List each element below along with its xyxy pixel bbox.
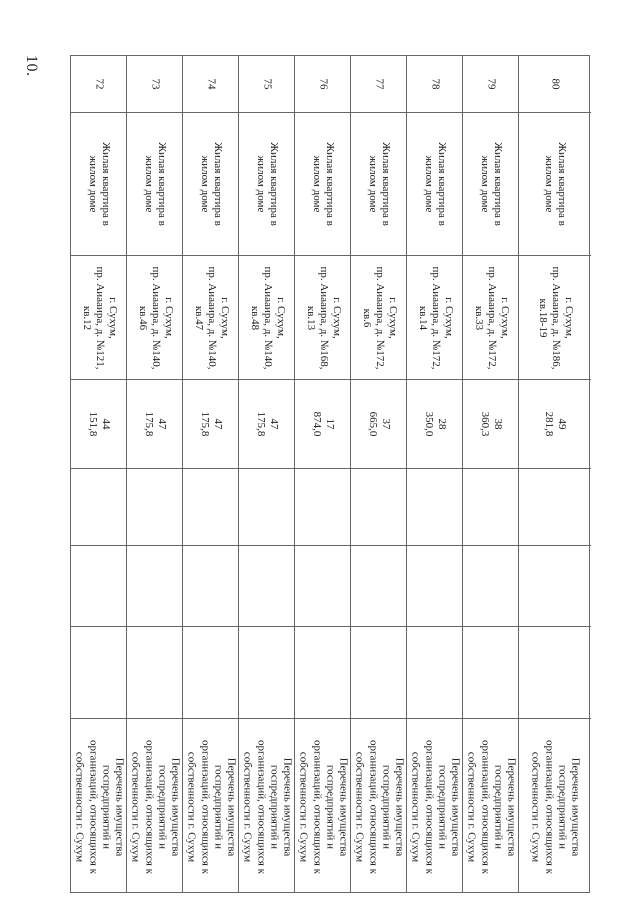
type-cell [127,113,182,256]
blank-cell-1 [519,469,591,546]
blank-cell-3 [71,627,126,719]
blank-cell-2 [71,546,126,627]
blank-cell-1 [351,469,406,546]
object-value: 28 350,0 [422,411,448,437]
page-number: 10. [23,55,40,77]
row-number: 78 [429,78,442,90]
object-address: г. Сухум, пр. Аиааира, д. №172, кв.33 [471,265,511,370]
type-cell [295,113,350,256]
row-number: 80 [549,78,562,90]
row-number: 75 [261,78,274,90]
object-value: 38 360,3 [478,411,504,437]
property-table [70,55,590,893]
object-address: г. Сухум, пр. Аиааира, д. №186, кв.18-19 [536,265,575,370]
type-cell [463,113,518,256]
property-list-text: Перечень имущества госпредприятий и организаций, относящихся к собственности г. Сухум [297,739,349,874]
object-type: Жилая квартира в жилом доме [310,142,336,226]
blank-cell-1 [407,469,462,546]
object-type: Жилая квартира в жилом доме [198,142,224,226]
blank-cell-1 [239,469,294,546]
row-number-cell [463,56,518,113]
blank-cell-2 [239,546,294,627]
object-address: г. Сухум, пр. Аиааира, д. №172, кв.14 [415,265,455,370]
list-cell [463,719,518,894]
blank-cell-1 [463,469,518,546]
address-cell [407,256,462,380]
table-row-80 [519,56,591,892]
address-cell [519,256,591,380]
blank-cell-2 [183,546,238,627]
table-row-76 [295,56,351,892]
address-cell [295,256,350,380]
row-number-cell [519,56,591,113]
table-row-78 [407,56,463,892]
property-list-text: Перечень имущества госпредприятий и организаций, относящихся к собственности г. Сухум [409,739,461,874]
blank-cell-2 [519,546,591,627]
row-number-cell [295,56,350,113]
blank-cell-2 [351,546,406,627]
property-list-text: Перечень имущества госпредприятий и организаций, относящихся к собственности г. Сухум [129,739,181,874]
type-cell [519,113,591,256]
value-cell [239,380,294,469]
address-cell [183,256,238,380]
object-value: 49 281,8 [543,411,569,437]
object-value: 17 874,0 [310,411,336,437]
table-row-77 [351,56,407,892]
blank-cell-2 [463,546,518,627]
row-number-cell [351,56,406,113]
table-row-75 [239,56,295,892]
object-type: Жилая квартира в жилом доме [478,142,504,226]
blank-cell-3 [183,627,238,719]
value-cell [519,380,591,469]
property-list-text: Перечень имущества госпредприятий и организаций, относящихся к собственности г. Сухум [529,739,582,874]
row-number-cell [183,56,238,113]
table-row-79 [463,56,519,892]
blank-cell-2 [407,546,462,627]
type-cell [239,113,294,256]
row-number-cell [407,56,462,113]
row-number-cell [239,56,294,113]
object-address: г. Сухум, пр. Аиааира, д. №168, кв.13 [303,265,343,370]
property-list-text: Перечень имущества госпредприятий и организаций, относящихся к собственности г. Сухум [465,739,517,874]
object-type: Жилая квартира в жилом доме [422,142,448,226]
object-address: г. Сухум, пр. Аиааира, д. №172, кв.6 [359,265,399,370]
type-cell [183,113,238,256]
list-cell [351,719,406,894]
blank-cell-3 [295,627,350,719]
row-number-cell [71,56,126,113]
object-type: Жилая квартира в жилом доме [254,142,280,226]
object-value: 44 151,8 [86,411,112,437]
address-cell [127,256,182,380]
blank-cell-3 [127,627,182,719]
list-cell [239,719,294,894]
table-row-73 [127,56,183,892]
blank-cell-3 [407,627,462,719]
blank-cell-2 [127,546,182,627]
blank-cell-1 [295,469,350,546]
value-cell [407,380,462,469]
value-cell [71,380,126,469]
blank-cell-2 [295,546,350,627]
object-type: Жилая квартира в жилом доме [543,142,569,226]
row-number: 73 [149,78,162,90]
table-row-74 [183,56,239,892]
property-list-text: Перечень имущества госпредприятий и организаций, относящихся к собственности г. Сухум [353,739,405,874]
object-address: г. Сухум, пр. Аиааира, д. №140, кв.48 [247,265,287,370]
row-number: 72 [93,78,106,90]
type-cell [71,113,126,256]
address-cell [71,256,126,380]
object-type: Жилая квартира в жилом доме [142,142,168,226]
type-cell [407,113,462,256]
value-cell [463,380,518,469]
blank-cell-1 [183,469,238,546]
list-cell [407,719,462,894]
object-address: г. Сухум, пр. Аиааира, д. №140, кв.46 [135,265,175,370]
blank-cell-3 [519,627,591,719]
object-type: Жилая квартира в жилом доме [86,142,112,226]
object-value: 37 665,0 [366,411,392,437]
list-cell [71,719,126,894]
blank-cell-1 [71,469,126,546]
property-list-text: Перечень имущества госпредприятий и организаций, относящихся к собственности г. Сухум [185,739,237,874]
address-cell [351,256,406,380]
value-cell [295,380,350,469]
object-value: 47 175,8 [142,411,168,437]
type-cell [351,113,406,256]
value-cell [351,380,406,469]
row-number: 77 [373,78,386,90]
list-cell [519,719,591,894]
value-cell [183,380,238,469]
list-cell [295,719,350,894]
list-cell [183,719,238,894]
blank-cell-1 [127,469,182,546]
row-number-cell [127,56,182,113]
object-value: 47 175,8 [254,411,280,437]
table-row-72 [71,56,127,892]
object-type: Жилая квартира в жилом доме [366,142,392,226]
list-cell [127,719,182,894]
object-value: 47 175,8 [198,411,224,437]
address-cell [239,256,294,380]
blank-cell-3 [463,627,518,719]
object-address: г. Сухум, пр. Аиааира, д. №140, кв.47 [191,265,231,370]
row-number: 79 [485,78,498,90]
blank-cell-3 [239,627,294,719]
blank-cell-3 [351,627,406,719]
property-list-text: Перечень имущества госпредприятий и организаций, относящихся к собственности г. Сухум [241,739,293,874]
row-number: 74 [205,78,218,90]
address-cell [463,256,518,380]
row-number: 76 [317,78,330,90]
property-list-text: Перечень имущества госпредприятий и организаций, относящихся к собственности г. Сухум [73,739,125,874]
value-cell [127,380,182,469]
object-address: г. Сухум, пр. Аиааира, д. №121, кв.12 [79,265,119,370]
